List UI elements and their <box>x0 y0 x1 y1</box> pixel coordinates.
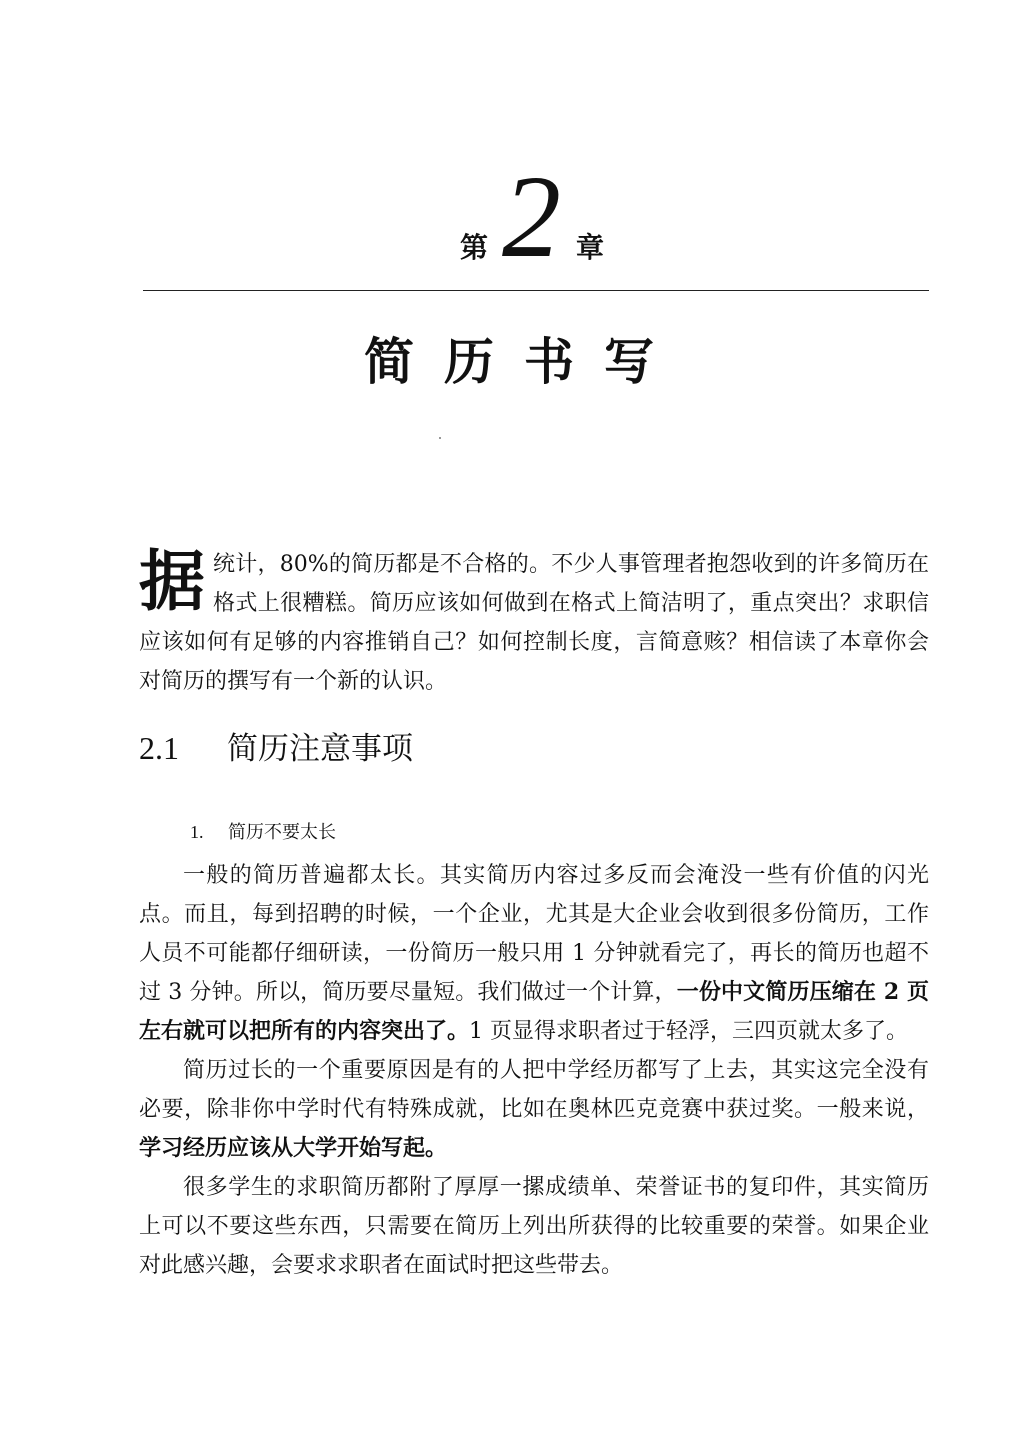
paragraph-2 <box>139 1051 929 1168</box>
chapter-divider <box>143 290 929 291</box>
body-text <box>139 856 929 1285</box>
subsection-number: 1. <box>190 822 204 842</box>
chapter-suffix: 章 <box>576 231 605 264</box>
intro-text: 统计，80%的简历都是不合格的。不少人事管理者抱怨收到的许多简历在格式上很糟糕。简历应该如何做到在格式上简洁明了，重点突出？求职信应该如何有足够的内容推销自己？如何控制长度，言简意赅？相信读了本章你会对简历的撰写有一个新的认识。 <box>139 552 929 694</box>
paragraph-2-text-a: 简历过长的一个重要原因是有的人把中学经历都写了上去，其实这完全没有必要，除非你中学时代有特殊成就，比如在奥林匹克竞赛中获过奖。一般来说， <box>139 1058 929 1122</box>
chapter-title: 简历书写 <box>364 333 684 391</box>
section-heading <box>139 726 413 771</box>
paragraph-1 <box>139 856 929 1051</box>
chapter-intro <box>139 545 929 701</box>
chapter-heading <box>0 151 1018 282</box>
chapter-prefix: 第 <box>460 231 489 264</box>
subsection-title: 简历不要太长 <box>228 822 336 843</box>
paragraph-3: 很多学生的求职简历都附了厚厚一摞成绩单、荣誉证书的复印件，其实简历上可以不要这些东西，只需要在简历上列出所获得的比较重要的荣誉。如果企业对此感兴趣，会要求求职者在面试时把这些带去。 <box>139 1175 929 1278</box>
paragraph-1-emphasis: 一份中文简历压缩在 2 页左右就可以把所有的内容突出了。 <box>139 979 929 1044</box>
paragraph-1-text-a: 一般的简历普遍都太长。其实简历内容过多反而会淹没一些有价值的闪光点。而且，每到招聘的时候，一个企业，尤其是大企业会收到很多份简历，工作人员不可能都仔细研读，一份简历一般只用 1 分钟就看完了，再长的简历也超不过 3 分钟。所以，简历要尽量短。我们做过一个计算， <box>139 863 929 1005</box>
chapter-number: 2 <box>502 151 561 282</box>
paragraph-1-text-b: 1 页显得求职者过于轻浮，三四页就太多了。 <box>469 1019 909 1044</box>
scan-speck <box>439 437 441 439</box>
drop-cap: 据 <box>139 543 205 620</box>
section-number: 2.1 <box>139 730 179 766</box>
section-title: 简历注意事项 <box>227 731 413 767</box>
subsection-heading <box>190 818 336 847</box>
paragraph-2-emphasis: 学习经历应该从大学开始写起。 <box>139 1135 448 1161</box>
